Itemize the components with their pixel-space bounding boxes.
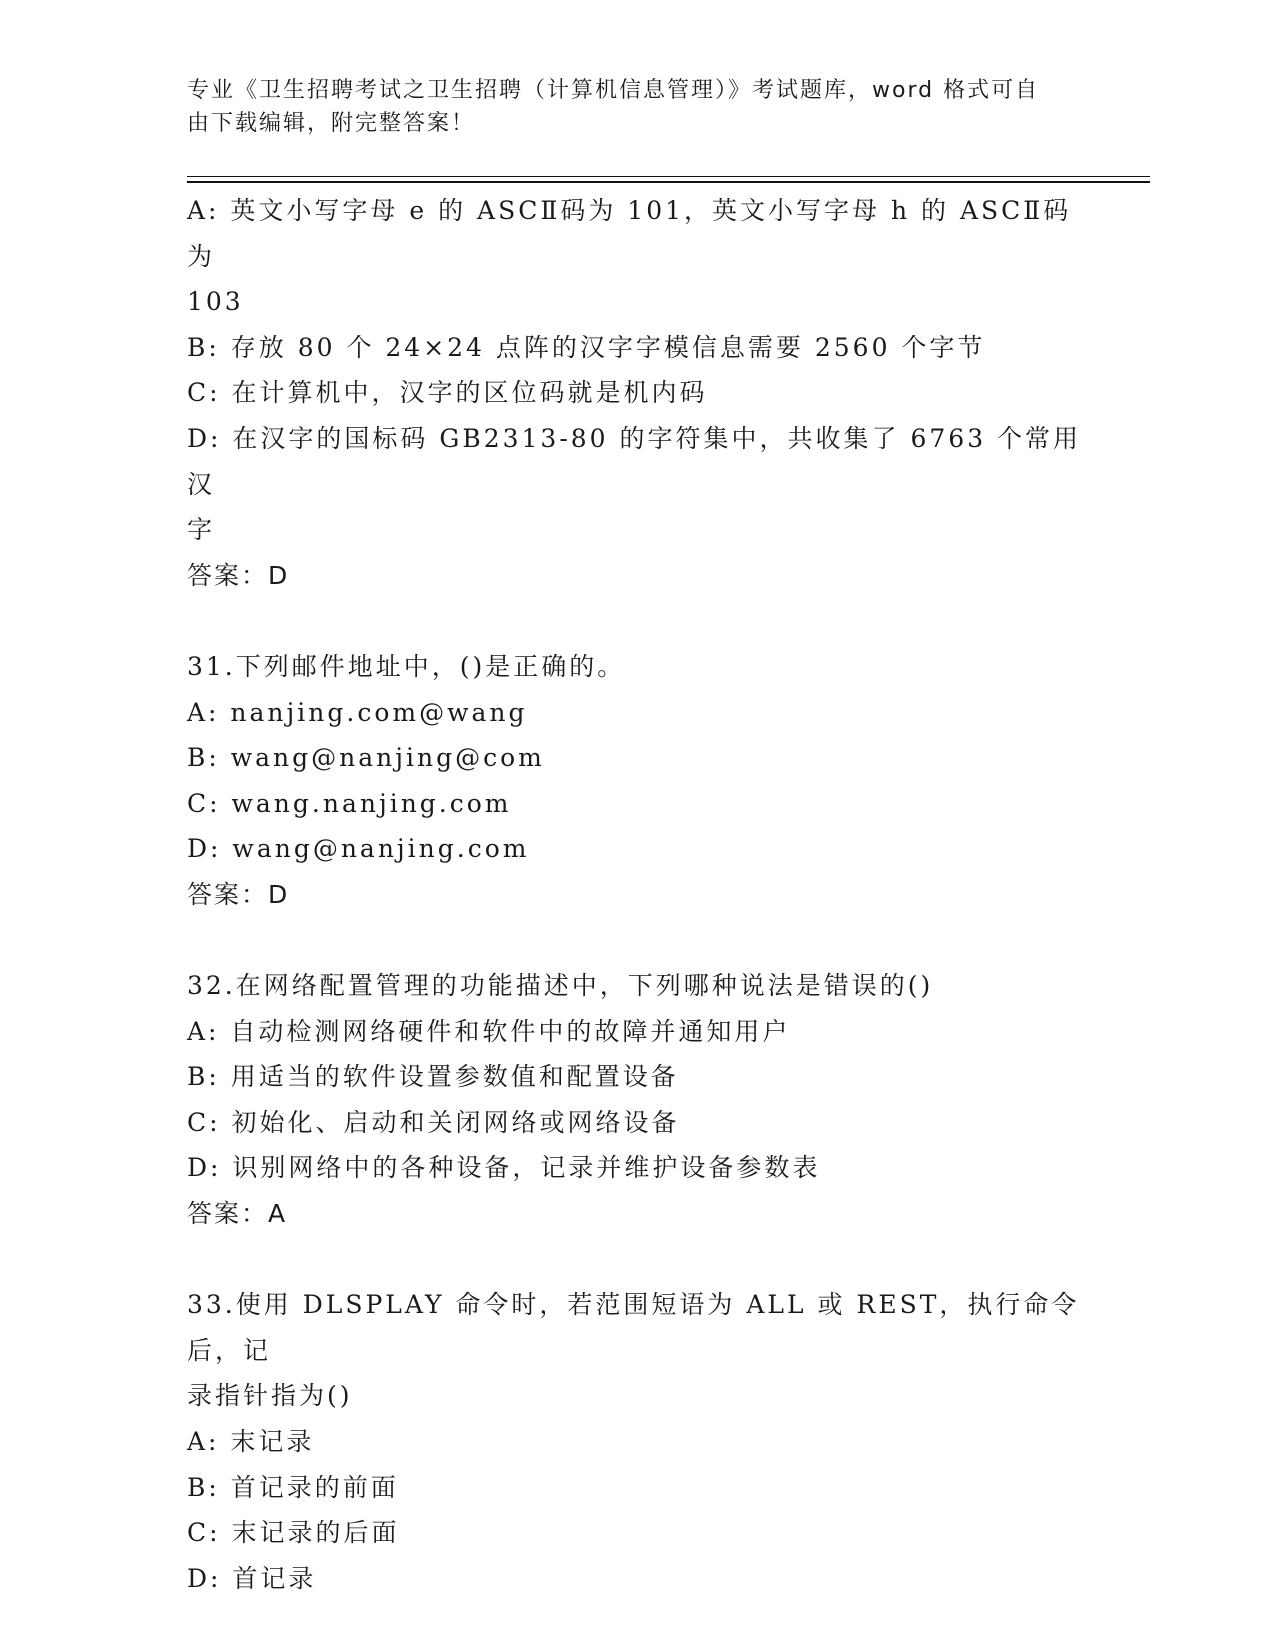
document-header	[187, 74, 1067, 140]
option-a-line-2: 103	[187, 287, 244, 317]
option-a: A: 末记录	[187, 1427, 315, 1457]
option-c: C: 在计算机中，汉字的区位码就是机内码	[187, 378, 708, 408]
header-rule-thin	[187, 176, 1150, 177]
question-text: 32.在网络配置管理的功能描述中，下列哪种说法是错误的()	[187, 971, 934, 1001]
option-c: C: 初始化、启动和关闭网络或网络设备	[187, 1107, 680, 1137]
option-b: B: wang@nanjing@com	[187, 743, 545, 773]
question-block-31	[187, 644, 1087, 918]
question-text-line-2: 录指针指为()	[187, 1381, 353, 1411]
header-line-1: 专业《卫生招聘考试之卫生招聘（计算机信息管理）》考试题库，word 格式可自	[187, 78, 1040, 103]
option-d-line-2: 字	[187, 515, 216, 545]
spacer	[187, 918, 1087, 964]
option-a: A: nanjing.com@wang	[187, 697, 528, 727]
answer: 答案：D	[187, 560, 290, 590]
answer: 答案：A	[187, 1199, 288, 1229]
answer: 答案：D	[187, 879, 290, 909]
option-c: C: 末记录的后面	[187, 1518, 400, 1548]
header-line-2: 由下载编辑，附完整答案！	[187, 111, 476, 136]
option-a: A: 自动检测网络硬件和软件中的故障并通知用户	[187, 1016, 791, 1046]
header-rule-thick	[187, 181, 1150, 183]
question-list	[187, 188, 1087, 1601]
spacer	[187, 598, 1087, 644]
option-b: B: 首记录的前面	[187, 1472, 399, 1502]
option-b: B: 存放 80 个 24×24 点阵的汉字字模信息需要 2560 个字节	[187, 332, 986, 362]
option-b: B: 用适当的软件设置参数值和配置设备	[187, 1062, 679, 1092]
question-block-30	[187, 188, 1087, 598]
option-d: D: 首记录	[187, 1563, 317, 1593]
spacer	[187, 1237, 1087, 1283]
question-text: 31.下列邮件地址中，()是正确的。	[187, 651, 626, 681]
option-d-line-1: D: 在汉字的国标码 GB2313-80 的字符集中，共收集了 6763 个常用汉	[187, 423, 1082, 499]
option-a-line-1: A: 英文小写字母 e 的 ASCⅡ码为 101，英文小写字母 h 的 ASCⅡ码为	[187, 196, 1072, 271]
option-d: D: 识别网络中的各种设备，记录并维护设备参数表	[187, 1153, 821, 1183]
question-block-33	[187, 1282, 1087, 1601]
option-c: C: wang.nanjing.com	[187, 788, 512, 818]
option-d: D: wang@nanjing.com	[187, 834, 530, 864]
question-block-32	[187, 963, 1087, 1237]
question-text-line-1: 33.使用 DLSPLAY 命令时，若范围短语为 ALL 或 REST，执行命令后，记	[187, 1290, 1080, 1365]
